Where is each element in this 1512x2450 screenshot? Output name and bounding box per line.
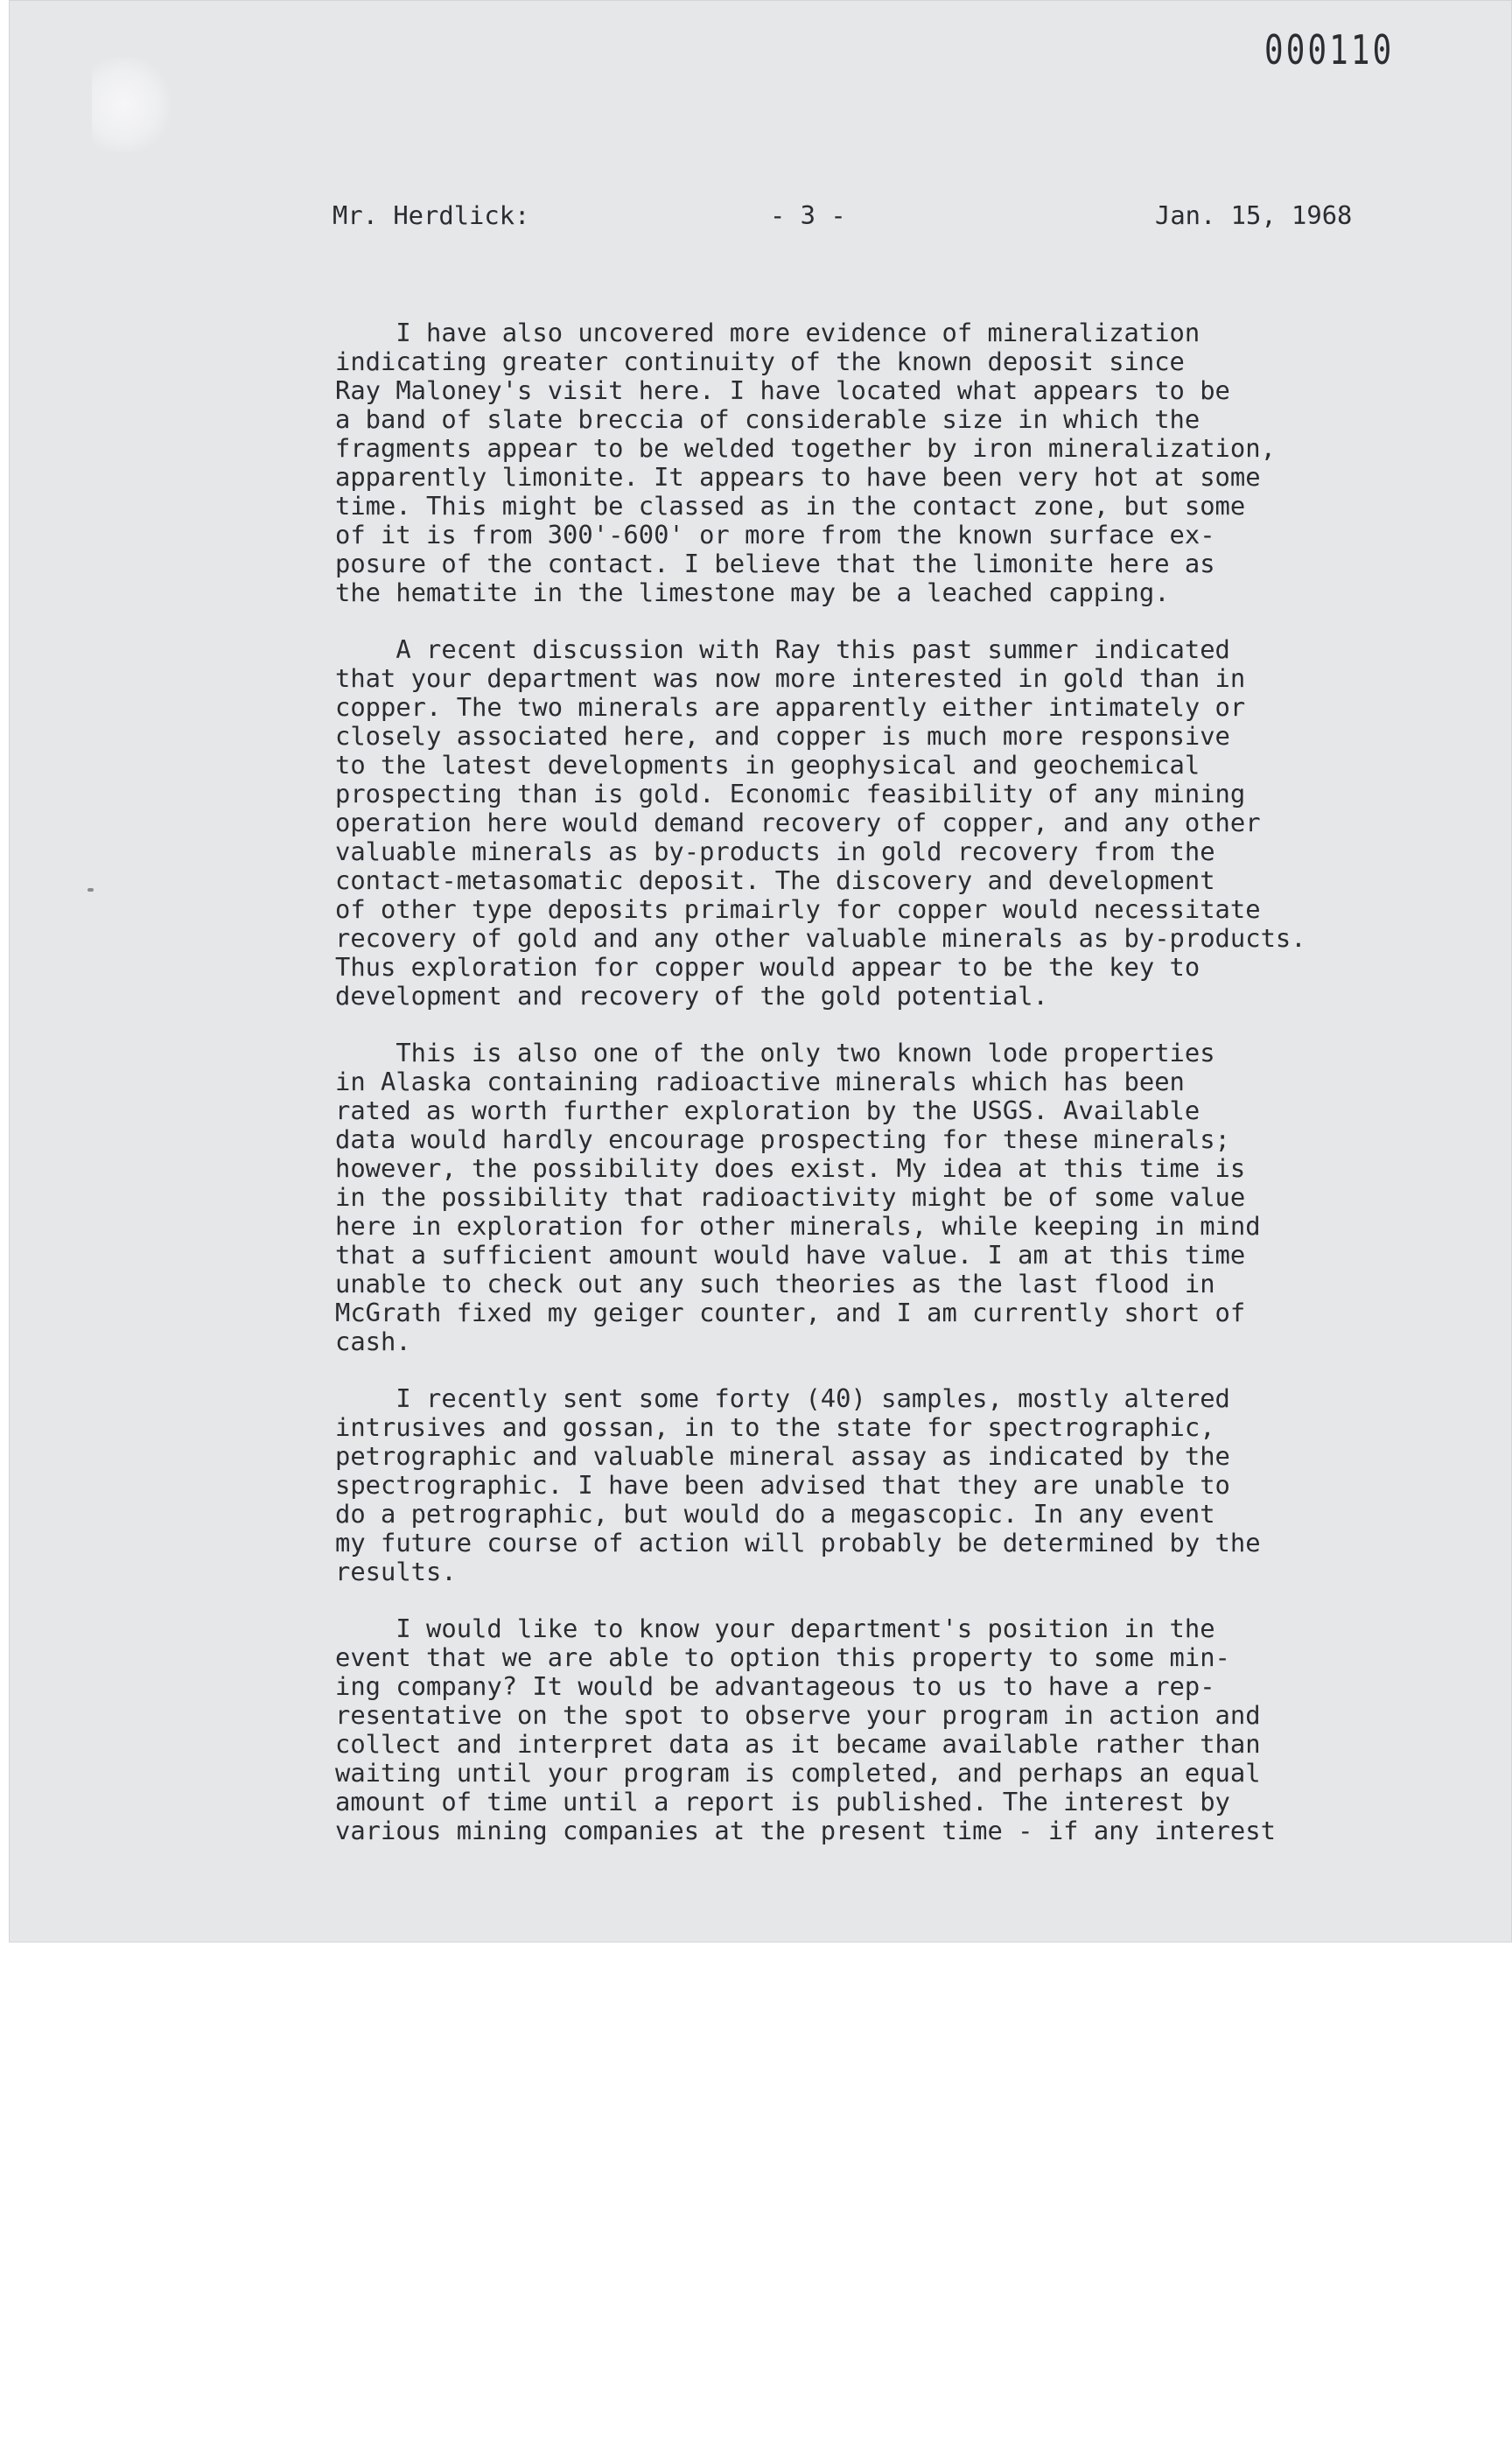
text-line: time. This might be classed as in the contact zone, but some <box>335 491 1246 521</box>
archive-stamp-number: 000110 <box>1264 26 1395 74</box>
paper-smudge <box>92 57 171 153</box>
text-line: development and recovery of the gold potential. <box>335 981 1048 1011</box>
text-line: I recently sent some forty (40) samples, mostly altered <box>335 1383 1230 1413</box>
letter-body <box>335 318 1473 1873</box>
text-line: that your department was now more interested in gold than in <box>335 663 1246 693</box>
text-line: spectrographic. I have been advised that they are unable to <box>335 1470 1230 1500</box>
text-line: to the latest developments in geophysical and geochemical <box>335 750 1200 780</box>
text-line: results. <box>335 1557 457 1586</box>
text-line: contact-metasomatic deposit. The discovery and development <box>335 865 1215 895</box>
text-line: This is also one of the only two known lode properties <box>335 1038 1215 1068</box>
text-line: fragments appear to be welded together by iron mineralization, <box>335 433 1276 463</box>
text-line: of other type deposits primairly for copper would necessitate <box>335 894 1261 924</box>
text-line: do a petrographic, but would do a megascopic. In any event <box>335 1499 1215 1529</box>
text-line: unable to check out any such theories as the last flood in <box>335 1269 1215 1298</box>
text-line: collect and interpret data as it became available rather than <box>335 1729 1261 1759</box>
letter-header <box>332 201 1382 236</box>
text-line: in the possibility that radioactivity might be of some value <box>335 1182 1246 1212</box>
text-line: intrusives and gossan, in to the state for spectrographic, <box>335 1412 1215 1442</box>
text-line: however, the possibility does exist. My idea at this time is <box>335 1153 1246 1183</box>
text-line: rated as worth further exploration by the USGS. Available <box>335 1096 1200 1125</box>
text-line: in Alaska containing radioactive minerals which has been <box>335 1067 1185 1096</box>
text-line: recovery of gold and any other valuable minerals as by-products. <box>335 923 1306 953</box>
text-line: A recent discussion with Ray this past summer indicated <box>335 634 1230 664</box>
text-line: waiting until your program is completed, and perhaps an equal <box>335 1758 1261 1788</box>
paragraph <box>335 1614 1473 1845</box>
text-line: petrographic and valuable mineral assay as indicated by the <box>335 1441 1230 1471</box>
text-line: I have also uncovered more evidence of mineralization <box>335 318 1200 347</box>
text-line: event that we are able to option this property to some min- <box>335 1642 1230 1672</box>
paragraph <box>335 635 1473 1011</box>
text-line: resentative on the spot to observe your program in action and <box>335 1700 1261 1730</box>
page-number: - 3 - <box>770 200 846 230</box>
text-line: a band of slate breccia of considerable size in which the <box>335 404 1200 434</box>
text-line: posure of the contact. I believe that the limonite here as <box>335 549 1215 578</box>
text-line: here in exploration for other minerals, while keeping in mind <box>335 1211 1261 1241</box>
text-line: operation here would demand recovery of copper, and any other <box>335 808 1261 837</box>
text-line: cash. <box>335 1326 411 1356</box>
text-line: that a sufficient amount would have value. I am at this time <box>335 1240 1246 1270</box>
text-line: copper. The two minerals are apparently either intimately or <box>335 692 1246 722</box>
paragraph <box>335 1039 1473 1356</box>
text-line: of it is from 300'-600' or more from the known surface ex- <box>335 520 1215 550</box>
addressee: Mr. Herdlick: <box>332 200 530 230</box>
text-line: closely associated here, and copper is much more responsive <box>335 721 1230 751</box>
text-line: I would like to know your department's position in the <box>335 1614 1215 1643</box>
text-line: indicating greater continuity of the known deposit since <box>335 346 1185 376</box>
paragraph <box>335 1384 1473 1586</box>
text-line: the hematite in the limestone may be a leached capping. <box>335 578 1170 607</box>
paragraph <box>335 318 1473 607</box>
text-line: prospecting than is gold. Economic feasibility of any mining <box>335 779 1246 808</box>
text-line: data would hardly encourage prospecting for these minerals; <box>335 1124 1230 1154</box>
text-line: various mining companies at the present time - if any interest <box>335 1816 1276 1845</box>
text-line: McGrath fixed my geiger counter, and I am currently short of <box>335 1298 1246 1327</box>
paper-speck <box>88 888 94 892</box>
text-line: ing company? It would be advantageous to us to have a rep- <box>335 1671 1215 1701</box>
text-line: apparently limonite. It appears to have been very hot at some <box>335 462 1261 492</box>
text-line: Ray Maloney's visit here. I have located what appears to be <box>335 375 1230 405</box>
letter-date: Jan. 15, 1968 <box>1155 200 1353 230</box>
text-line: amount of time until a report is published. The interest by <box>335 1787 1230 1816</box>
text-line: Thus exploration for copper would appear to be the key to <box>335 952 1200 982</box>
text-line: valuable minerals as by-products in gold recovery from the <box>335 836 1215 866</box>
text-line: my future course of action will probably be determined by the <box>335 1528 1261 1558</box>
